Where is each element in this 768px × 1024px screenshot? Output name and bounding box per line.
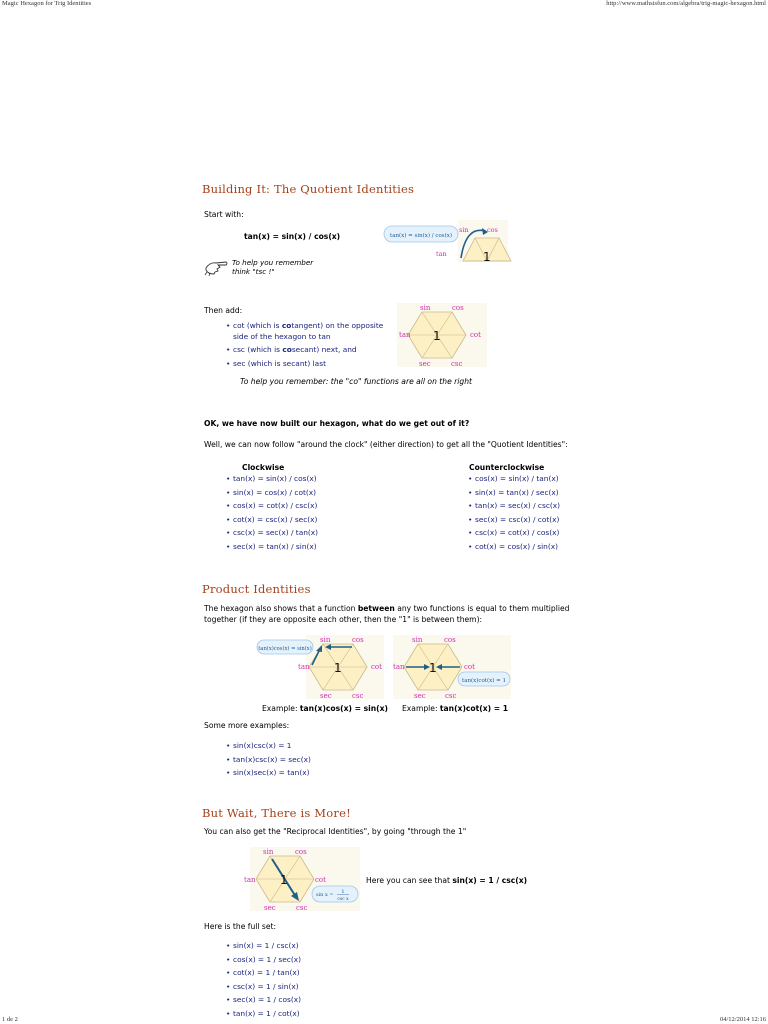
- list-item: • cos(x) = cot(x) / csc(x): [226, 499, 318, 513]
- list-item: • cos(x) = sin(x) / tan(x): [468, 472, 560, 486]
- product-examples-list: [226, 739, 311, 780]
- print-datetime: 04/12/2014 12:16: [719, 1016, 766, 1023]
- heading-but-wait: But Wait, There is More!: [202, 806, 351, 820]
- label-tan: tan: [436, 250, 447, 258]
- label-csc: csc: [445, 692, 457, 700]
- build-item-cont: side of the hexagon to tan: [233, 332, 331, 341]
- list-item: • sin(x) = cos(x) / cot(x): [226, 486, 318, 500]
- figure-tan-hexagon: [382, 218, 512, 264]
- label-sin: sin: [412, 636, 423, 644]
- example-1: Example: tan(x)cos(x) = sin(x): [262, 704, 389, 713]
- counterclockwise-list: [468, 472, 560, 553]
- label-cot: cot: [464, 663, 475, 671]
- page-number: 1 de 2: [2, 1016, 18, 1023]
- product-intro-1: The hexagon also shows that a function between any two functions is equal to them multiplied: [204, 604, 570, 613]
- list-item: • sec(x) = csc(x) / cot(x): [468, 513, 560, 527]
- bubble-product-sin: tan(x)cos(x) = sin(x): [258, 646, 312, 652]
- start-with-text: Start with:: [204, 210, 244, 219]
- list-item: • tan(x)csc(x) = sec(x): [226, 753, 311, 767]
- tan-formula: tan(x) = sin(x) / cos(x): [244, 232, 341, 241]
- list-item: • cot(x) = 1 / tan(x): [226, 966, 301, 980]
- list-item: • sin(x) = 1 / csc(x): [226, 939, 301, 953]
- list-item: • csc(x) = 1 / sin(x): [226, 980, 301, 994]
- list-item: • sec(x) = 1 / cos(x): [226, 993, 301, 1007]
- then-add-text: Then add:: [204, 306, 243, 315]
- label-one: 1: [280, 873, 288, 887]
- print-header-url[interactable]: http://www.mathsisfun.com/algebra/trig-magic-hexagon.html: [606, 0, 766, 7]
- label-sec: sec: [264, 904, 276, 912]
- label-tan: tan: [393, 663, 405, 671]
- full-set-text: Here is the full set:: [204, 922, 277, 931]
- label-cot: cot: [371, 663, 382, 671]
- list-item: • sin(x)sec(x) = tan(x): [226, 766, 311, 780]
- label-csc: csc: [451, 360, 463, 368]
- remember-text: To help you remember: the "co" functions are all on the right: [240, 377, 473, 386]
- label-sin: sin: [320, 636, 331, 644]
- pointing-hand-icon: [204, 256, 230, 276]
- reciprocal-intro: You can also get the "Reciprocal Identities", by going "through the 1": [204, 827, 467, 836]
- label-sec: sec: [414, 692, 426, 700]
- figure-product-one: [392, 634, 514, 700]
- reciprocal-see-text: Here you can see that sin(x) = 1 / csc(x): [366, 876, 528, 885]
- question-text: OK, we have now built our hexagon, what do we get out of it?: [204, 419, 470, 428]
- label-cot: cot: [470, 331, 481, 339]
- list-item: • tan(x) = sin(x) / cos(x): [226, 472, 318, 486]
- list-item: • cos(x) = 1 / sec(x): [226, 953, 301, 967]
- bubble-tan-quotient: tan(x) = sin(x) / cos(x): [389, 233, 453, 239]
- heading-quotient-identities: Building It: The Quotient Identities: [202, 182, 415, 196]
- label-one: 1: [483, 250, 491, 264]
- counterclockwise-title: Counterclockwise: [469, 463, 545, 472]
- label-tan: tan: [244, 876, 256, 884]
- list-item: • cot(x) = csc(x) / sec(x): [226, 513, 318, 527]
- label-cos: cos: [295, 848, 307, 856]
- list-item: • csc(x) = cot(x) / cos(x): [468, 526, 560, 540]
- label-one: 1: [334, 661, 342, 675]
- list-item: • csc(x) = sec(x) / tan(x): [226, 526, 318, 540]
- build-item: • sec (which is secant) last: [226, 357, 396, 371]
- hexagon-build-list: [226, 321, 396, 370]
- example-2: Example: tan(x)cot(x) = 1: [402, 704, 509, 713]
- label-cos: cos: [452, 304, 464, 312]
- label-sin: sin: [420, 304, 431, 312]
- label-cos: cos: [352, 636, 364, 644]
- list-item: • cot(x) = cos(x) / sin(x): [468, 540, 560, 554]
- clockwise-list: [226, 472, 318, 553]
- list-item: • sec(x) = tan(x) / sin(x): [226, 540, 318, 554]
- figure-product-sin: [256, 634, 386, 700]
- figure-full-hexagon: [396, 302, 488, 368]
- label-sec: sec: [320, 692, 332, 700]
- tip-text: [232, 258, 313, 276]
- bubble-reciprocal-num: 1: [341, 889, 345, 895]
- print-header-title: Magic Hexagon for Trig Identities: [2, 0, 92, 7]
- label-sec: sec: [419, 360, 431, 368]
- reciprocal-list: [226, 939, 301, 1020]
- build-item: • csc (which is cosecant) next, and: [226, 343, 396, 357]
- label-csc: csc: [296, 904, 308, 912]
- quotient-intro: Well, we can now follow "around the clock" (either direction) to get all the "Quotient Identities":: [204, 440, 568, 449]
- label-cos: cos: [444, 636, 456, 644]
- label-one: 1: [433, 329, 441, 343]
- product-intro-2: together (if they are opposite each other, then the "1" is between them):: [204, 615, 483, 624]
- label-cos: cos: [487, 226, 498, 234]
- label-tan: tan: [298, 663, 310, 671]
- bubble-product-one: tan(x)cot(x) = 1: [461, 678, 507, 684]
- list-item: • sin(x)csc(x) = 1: [226, 739, 311, 753]
- label-cot: cot: [315, 876, 326, 884]
- label-sin: sin: [459, 226, 469, 234]
- bubble-reciprocal-den: csc x: [337, 897, 349, 902]
- bubble-reciprocal-left: sin x =: [316, 892, 334, 898]
- label-tan: tan: [399, 331, 411, 339]
- label-one: 1: [429, 661, 437, 675]
- more-examples-text: Some more examples:: [204, 721, 290, 730]
- clockwise-title: Clockwise: [242, 463, 285, 472]
- tip-line-2: think "tsc !": [232, 267, 275, 276]
- list-item: • sin(x) = tan(x) / sec(x): [468, 486, 560, 500]
- list-item: • tan(x) = 1 / cot(x): [226, 1007, 301, 1021]
- figure-reciprocal: [240, 846, 362, 912]
- build-item: • cot (which is cotangent) on the opposite: [226, 321, 396, 331]
- list-item: • tan(x) = sec(x) / csc(x): [468, 499, 560, 513]
- tip-line-1: To help you remember: [232, 258, 314, 267]
- label-sin: sin: [263, 848, 274, 856]
- heading-product-identities: Product Identities: [202, 582, 311, 596]
- label-csc: csc: [352, 692, 364, 700]
